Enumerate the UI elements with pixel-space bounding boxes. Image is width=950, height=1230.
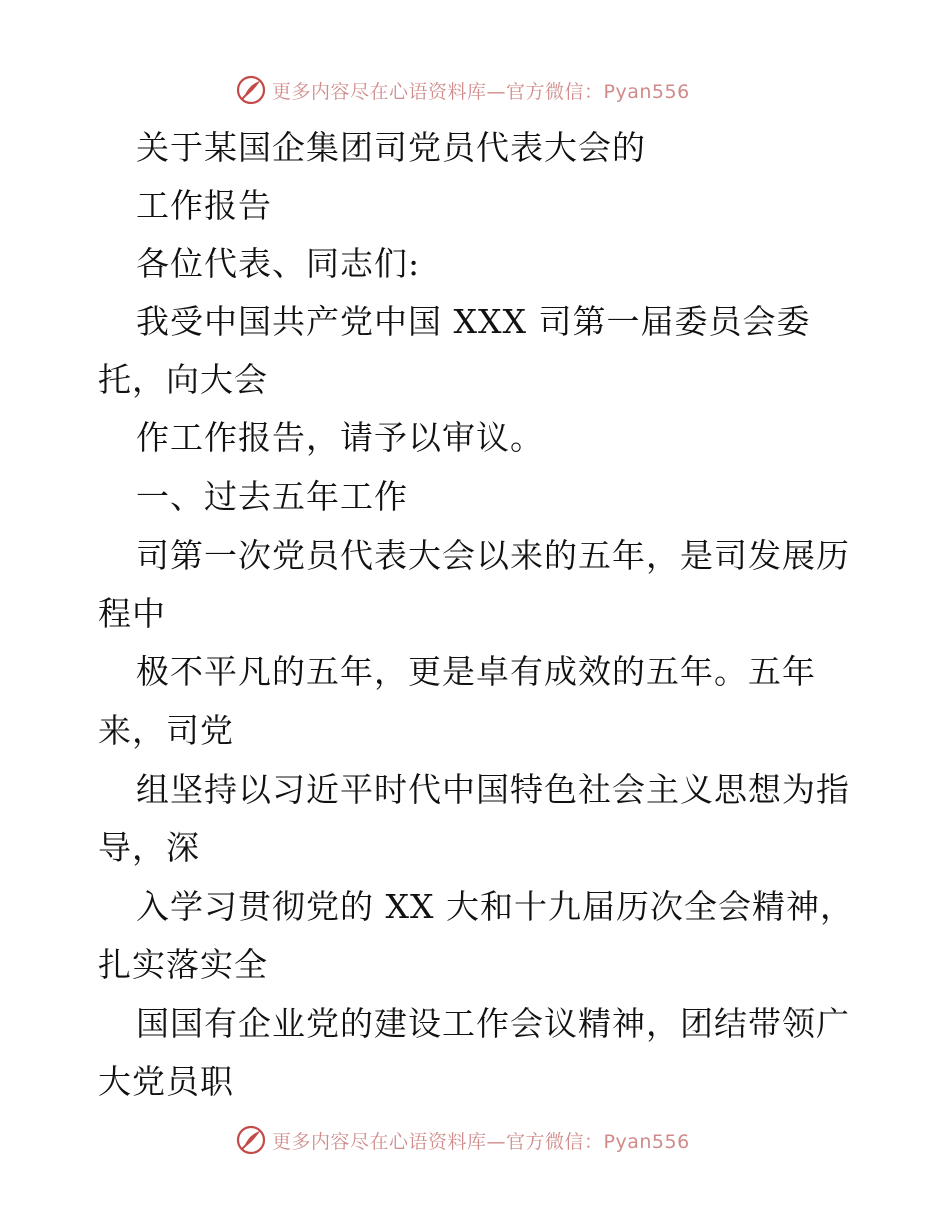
doc-title-line-2: 工作报告 bbox=[136, 186, 272, 225]
doc-line: 作工作报告，请予以审议。 bbox=[136, 418, 544, 457]
watermark-text: 更多内容尽在心语资料库—官方微信：Pyan556 bbox=[272, 1130, 690, 1153]
doc-line: 我受中国共产党中国 XXX 司第一届委员会委 bbox=[136, 302, 811, 341]
doc-line: 程中 bbox=[98, 594, 166, 633]
doc-line: 导，深 bbox=[98, 828, 200, 867]
doc-line: 国国有企业党的建设工作会议精神，团结带领广 bbox=[136, 1004, 850, 1043]
doc-line: 托，向大会 bbox=[98, 360, 268, 399]
doc-salutation: 各位代表、同志们: bbox=[136, 244, 421, 283]
doc-line: 极不平凡的五年，更是卓有成效的五年。五年 bbox=[136, 652, 816, 691]
doc-line: 组坚持以习近平时代中国特色社会主义思想为指 bbox=[136, 770, 850, 809]
watermark-footer bbox=[236, 1122, 690, 1158]
doc-section-heading: 一、过去五年工作 bbox=[136, 477, 408, 516]
feather-logo-icon bbox=[236, 1125, 266, 1155]
doc-line: 司第一次党员代表大会以来的五年，是司发展历 bbox=[136, 536, 850, 575]
watermark-header bbox=[236, 72, 690, 108]
doc-line: 大党员职 bbox=[98, 1062, 234, 1101]
doc-line: 来，司党 bbox=[98, 711, 234, 750]
doc-line: 入学习贯彻党的 XX 大和十九届历次全会精神， bbox=[136, 887, 854, 926]
watermark-text: 更多内容尽在心语资料库—官方微信：Pyan556 bbox=[272, 80, 690, 103]
doc-line: 扎实落实全 bbox=[98, 945, 268, 984]
feather-logo-icon bbox=[236, 75, 266, 105]
doc-title-line-1: 关于某国企集团司党员代表大会的 bbox=[136, 128, 646, 167]
